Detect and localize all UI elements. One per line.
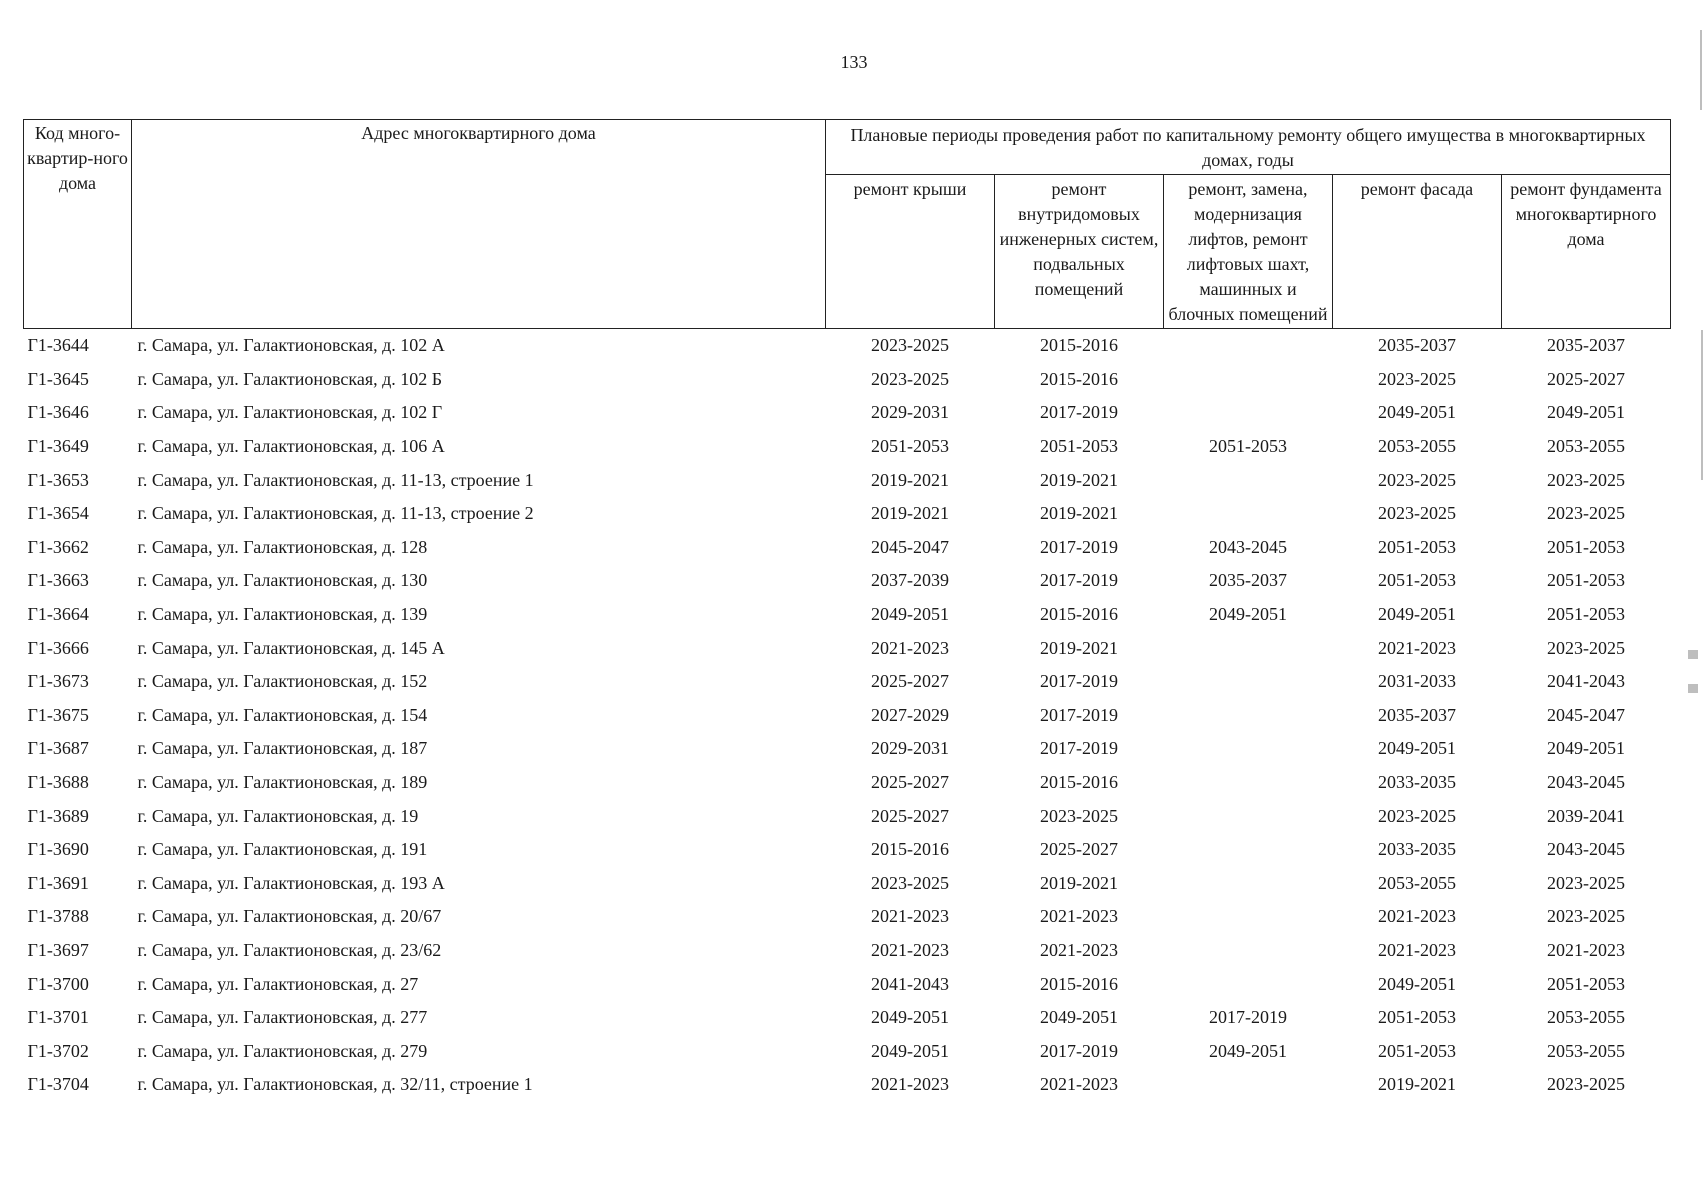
- cell-systems: 2019-2021: [1040, 637, 1118, 658]
- cell-roof: 2029-2031: [871, 402, 949, 423]
- table-row: [24, 934, 1671, 968]
- cell-address: г. Самара, ул. Галактионовская, д. 130: [137, 570, 428, 591]
- cell-systems: 2051-2053: [1040, 436, 1118, 457]
- cell-roof: 2021-2023: [871, 637, 949, 658]
- cell-foundation: 2049-2051: [1547, 738, 1625, 759]
- header-systems: ремонт внутридомовых инженерных систем, подвальных помещений: [995, 175, 1164, 329]
- cell-roof: 2023-2025: [871, 368, 949, 389]
- cell-foundation: 2023-2025: [1547, 503, 1625, 524]
- header-planned-periods: Плановые периоды проведения работ по капитальному ремонту общего имущества в многоквартирных домах, годы: [826, 120, 1671, 175]
- cell-roof: 2051-2053: [871, 436, 949, 457]
- cell-code: Г1-3666: [27, 637, 89, 658]
- cell-code: Г1-3673: [27, 671, 89, 692]
- cell-address: г. Самара, ул. Галактионовская, д. 102 А: [137, 335, 445, 356]
- cell-foundation: 2025-2027: [1547, 368, 1625, 389]
- cell-lifts: [1164, 766, 1333, 800]
- table-row: [24, 833, 1671, 867]
- cell-facade: 2051-2053: [1378, 536, 1456, 557]
- cell-facade: 2051-2053: [1378, 1040, 1456, 1061]
- cell-facade: 2019-2021: [1378, 1074, 1456, 1095]
- cell-roof: 2045-2047: [871, 536, 949, 557]
- header-facade: ремонт фасада: [1333, 175, 1502, 329]
- cell-code: Г1-3701: [27, 1007, 89, 1028]
- cell-lifts: [1164, 732, 1333, 766]
- cell-systems: 2015-2016: [1040, 973, 1118, 994]
- cell-address: г. Самара, ул. Галактионовская, д. 20/67: [137, 906, 442, 927]
- cell-facade: 2023-2025: [1378, 805, 1456, 826]
- cell-roof: 2049-2051: [871, 1040, 949, 1061]
- cell-foundation: 2053-2055: [1547, 1040, 1625, 1061]
- cell-facade: 2033-2035: [1378, 839, 1456, 860]
- cell-foundation: 2043-2045: [1547, 772, 1625, 793]
- cell-facade: 2023-2025: [1378, 368, 1456, 389]
- cell-lifts: [1164, 631, 1333, 665]
- table-row: [24, 867, 1671, 901]
- cell-systems: 2019-2021: [1040, 503, 1118, 524]
- cell-systems: 2021-2023: [1040, 906, 1118, 927]
- cell-roof: 2019-2021: [871, 469, 949, 490]
- cell-facade: 2021-2023: [1378, 939, 1456, 960]
- table-body: [24, 329, 1671, 1102]
- table-row: [24, 598, 1671, 632]
- cell-code: Г1-3788: [27, 906, 89, 927]
- cell-systems: 2017-2019: [1040, 704, 1118, 725]
- cell-roof: 2037-2039: [871, 570, 949, 591]
- scan-mark: [1701, 330, 1703, 480]
- header-code: Код много-квартир-ного дома: [24, 120, 132, 329]
- cell-facade: 2021-2023: [1378, 637, 1456, 658]
- cell-foundation: 2023-2025: [1547, 637, 1625, 658]
- cell-code: Г1-3688: [27, 772, 89, 793]
- table-row: [24, 1001, 1671, 1035]
- cell-facade: 2021-2023: [1378, 906, 1456, 927]
- cell-systems: 2017-2019: [1040, 570, 1118, 591]
- cell-lifts: 2035-2037: [1209, 570, 1287, 591]
- cell-lifts: [1164, 463, 1333, 497]
- cell-lifts: [1164, 799, 1333, 833]
- cell-facade: 2051-2053: [1378, 570, 1456, 591]
- cell-address: г. Самара, ул. Галактионовская, д. 145 А: [137, 637, 445, 658]
- cell-code: Г1-3691: [27, 872, 89, 893]
- cell-foundation: 2053-2055: [1547, 436, 1625, 457]
- cell-facade: 2053-2055: [1378, 872, 1456, 893]
- cell-code: Г1-3702: [27, 1040, 89, 1061]
- cell-address: г. Самара, ул. Галактионовская, д. 11-13, строение 1: [137, 469, 534, 490]
- cell-code: Г1-3664: [27, 604, 89, 625]
- cell-lifts: [1164, 363, 1333, 397]
- cell-lifts: 2017-2019: [1209, 1007, 1287, 1028]
- cell-systems: 2017-2019: [1040, 738, 1118, 759]
- cell-lifts: [1164, 329, 1333, 363]
- cell-code: Г1-3649: [27, 436, 89, 457]
- cell-foundation: 2023-2025: [1547, 872, 1625, 893]
- cell-facade: 2049-2051: [1378, 604, 1456, 625]
- table-row: [24, 1068, 1671, 1102]
- cell-roof: 2049-2051: [871, 604, 949, 625]
- cell-lifts: [1164, 699, 1333, 733]
- table-row: [24, 900, 1671, 934]
- cell-roof: 2023-2025: [871, 335, 949, 356]
- cell-systems: 2017-2019: [1040, 1040, 1118, 1061]
- cell-facade: 2035-2037: [1378, 335, 1456, 356]
- cell-roof: 2041-2043: [871, 973, 949, 994]
- cell-foundation: 2051-2053: [1547, 536, 1625, 557]
- cell-facade: 2053-2055: [1378, 436, 1456, 457]
- scan-mark: [1688, 684, 1698, 693]
- header-lifts: ремонт, замена, модернизация лифтов, ремонт лифтовых шахт, машинных и блочных помещений: [1164, 175, 1333, 329]
- header-row: [24, 120, 1671, 175]
- cell-lifts: [1164, 665, 1333, 699]
- cell-address: г. Самара, ул. Галактионовская, д. 19: [137, 805, 419, 826]
- cell-code: Г1-3700: [27, 973, 89, 994]
- cell-address: г. Самара, ул. Галактионовская, д. 279: [137, 1040, 428, 1061]
- cell-foundation: 2039-2041: [1547, 805, 1625, 826]
- cell-facade: 2035-2037: [1378, 704, 1456, 725]
- cell-systems: 2017-2019: [1040, 671, 1118, 692]
- table-row: [24, 766, 1671, 800]
- table-row: [24, 329, 1671, 363]
- cell-lifts: [1164, 396, 1333, 430]
- cell-systems: 2049-2051: [1040, 1007, 1118, 1028]
- cell-code: Г1-3687: [27, 738, 89, 759]
- cell-address: г. Самара, ул. Галактионовская, д. 191: [137, 839, 428, 860]
- cell-foundation: 2053-2055: [1547, 1007, 1625, 1028]
- cell-systems: 2021-2023: [1040, 1074, 1118, 1095]
- table-row: [24, 497, 1671, 531]
- cell-systems: 2025-2027: [1040, 839, 1118, 860]
- cell-code: Г1-3697: [27, 939, 89, 960]
- table-row: [24, 665, 1671, 699]
- cell-code: Г1-3690: [27, 839, 89, 860]
- cell-code: Г1-3645: [27, 368, 89, 389]
- cell-code: Г1-3653: [27, 469, 89, 490]
- cell-address: г. Самара, ул. Галактионовская, д. 128: [137, 536, 428, 557]
- cell-foundation: 2023-2025: [1547, 1074, 1625, 1095]
- cell-roof: 2023-2025: [871, 872, 949, 893]
- cell-roof: 2021-2023: [871, 1074, 949, 1095]
- cell-foundation: 2035-2037: [1547, 335, 1625, 356]
- cell-lifts: [1164, 497, 1333, 531]
- cell-facade: 2033-2035: [1378, 772, 1456, 793]
- table-row: [24, 967, 1671, 1001]
- table-header: [24, 120, 1671, 329]
- header-address: Адрес многоквартирного дома: [132, 120, 826, 329]
- cell-code: Г1-3663: [27, 570, 89, 591]
- cell-address: г. Самара, ул. Галактионовская, д. 102 Б: [137, 368, 443, 389]
- cell-facade: 2023-2025: [1378, 469, 1456, 490]
- capital-repair-table: [23, 119, 1671, 1102]
- cell-facade: 2023-2025: [1378, 503, 1456, 524]
- cell-address: г. Самара, ул. Галактионовская, д. 152: [137, 671, 428, 692]
- cell-foundation: 2051-2053: [1547, 604, 1625, 625]
- cell-address: г. Самара, ул. Галактионовская, д. 106 А: [137, 436, 445, 457]
- cell-lifts: 2049-2051: [1209, 604, 1287, 625]
- table-row: [24, 564, 1671, 598]
- page-number: 133: [840, 52, 868, 72]
- cell-facade: 2051-2053: [1378, 1007, 1456, 1028]
- cell-facade: 2031-2033: [1378, 671, 1456, 692]
- table-row: [24, 799, 1671, 833]
- cell-systems: 2019-2021: [1040, 469, 1118, 490]
- cell-address: г. Самара, ул. Галактионовская, д. 139: [137, 604, 428, 625]
- cell-foundation: 2023-2025: [1547, 906, 1625, 927]
- cell-roof: 2049-2051: [871, 1007, 949, 1028]
- cell-roof: 2015-2016: [871, 839, 949, 860]
- cell-roof: 2019-2021: [871, 503, 949, 524]
- cell-systems: 2015-2016: [1040, 772, 1118, 793]
- cell-address: г. Самара, ул. Галактионовская, д. 102 Г: [137, 402, 443, 423]
- cell-address: г. Самара, ул. Галактионовская, д. 193 А: [137, 872, 445, 893]
- cell-code: Г1-3675: [27, 704, 89, 725]
- cell-foundation: 2045-2047: [1547, 704, 1625, 725]
- cell-lifts: [1164, 1068, 1333, 1102]
- cell-address: г. Самара, ул. Галактионовская, д. 189: [137, 772, 428, 793]
- cell-systems: 2015-2016: [1040, 604, 1118, 625]
- header-foundation: ремонт фундамента многоквартирного дома: [1502, 175, 1671, 329]
- table-row: [24, 396, 1671, 430]
- cell-systems: 2015-2016: [1040, 335, 1118, 356]
- cell-lifts: [1164, 833, 1333, 867]
- cell-systems: 2019-2021: [1040, 872, 1118, 893]
- cell-lifts: [1164, 867, 1333, 901]
- cell-systems: 2021-2023: [1040, 939, 1118, 960]
- cell-facade: 2049-2051: [1378, 738, 1456, 759]
- cell-lifts: 2051-2053: [1209, 436, 1287, 457]
- cell-facade: 2049-2051: [1378, 402, 1456, 423]
- cell-systems: 2017-2019: [1040, 536, 1118, 557]
- cell-systems: 2015-2016: [1040, 368, 1118, 389]
- cell-address: г. Самара, ул. Галактионовская, д. 32/11, строение 1: [137, 1074, 533, 1095]
- table-row: [24, 1034, 1671, 1068]
- cell-foundation: 2021-2023: [1547, 939, 1625, 960]
- cell-address: г. Самара, ул. Галактионовская, д. 23/62: [137, 939, 442, 960]
- cell-address: г. Самара, ул. Галактионовская, д. 277: [137, 1007, 428, 1028]
- table-row: [24, 631, 1671, 665]
- cell-roof: 2025-2027: [871, 671, 949, 692]
- table-row: [24, 699, 1671, 733]
- table-row: [24, 363, 1671, 397]
- table-row: [24, 531, 1671, 565]
- cell-foundation: 2041-2043: [1547, 671, 1625, 692]
- cell-lifts: 2043-2045: [1209, 536, 1287, 557]
- cell-address: г. Самара, ул. Галактионовская, д. 11-13, строение 2: [137, 503, 534, 524]
- cell-code: Г1-3689: [27, 805, 89, 826]
- cell-roof: 2029-2031: [871, 738, 949, 759]
- header-roof: ремонт крыши: [826, 175, 995, 329]
- table-row: [24, 430, 1671, 464]
- cell-systems: 2023-2025: [1040, 805, 1118, 826]
- cell-code: Г1-3654: [27, 503, 89, 524]
- table-row: [24, 732, 1671, 766]
- cell-code: Г1-3646: [27, 402, 89, 423]
- cell-roof: 2021-2023: [871, 939, 949, 960]
- cell-lifts: [1164, 967, 1333, 1001]
- cell-foundation: 2023-2025: [1547, 469, 1625, 490]
- cell-lifts: 2049-2051: [1209, 1040, 1287, 1061]
- cell-code: Г1-3704: [27, 1074, 89, 1095]
- cell-roof: 2027-2029: [871, 704, 949, 725]
- table-row: [24, 463, 1671, 497]
- cell-systems: 2017-2019: [1040, 402, 1118, 423]
- cell-roof: 2021-2023: [871, 906, 949, 927]
- scan-mark: [1700, 30, 1702, 110]
- cell-address: г. Самара, ул. Галактионовская, д. 27: [137, 973, 419, 994]
- cell-foundation: 2043-2045: [1547, 839, 1625, 860]
- cell-roof: 2025-2027: [871, 805, 949, 826]
- cell-foundation: 2049-2051: [1547, 402, 1625, 423]
- cell-foundation: 2051-2053: [1547, 973, 1625, 994]
- scan-mark: [1688, 650, 1698, 659]
- cell-facade: 2049-2051: [1378, 973, 1456, 994]
- cell-code: Г1-3662: [27, 536, 89, 557]
- cell-lifts: [1164, 934, 1333, 968]
- cell-address: г. Самара, ул. Галактионовская, д. 154: [137, 704, 428, 725]
- cell-roof: 2025-2027: [871, 772, 949, 793]
- cell-address: г. Самара, ул. Галактионовская, д. 187: [137, 738, 428, 759]
- cell-lifts: [1164, 900, 1333, 934]
- cell-foundation: 2051-2053: [1547, 570, 1625, 591]
- cell-code: Г1-3644: [27, 335, 89, 356]
